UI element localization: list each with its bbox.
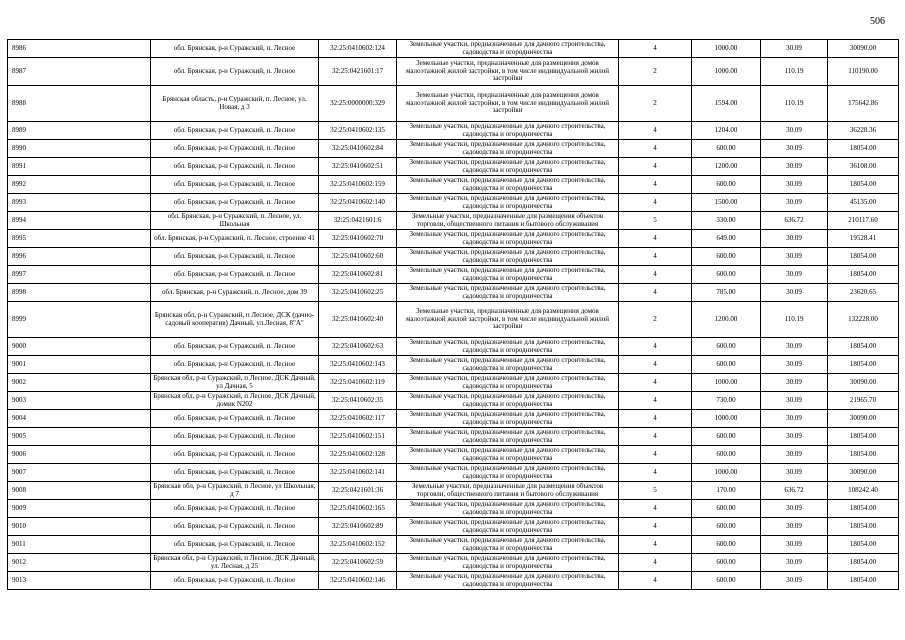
cadastral-value-cell: 18054.00 (828, 572, 899, 590)
cadastral-value-cell: 36228.36 (828, 122, 899, 140)
group-number-cell: 4 (619, 572, 692, 590)
row-number-cell: 9010 (8, 518, 151, 536)
specific-value-cell: 30.09 (761, 374, 828, 392)
address-cell: обл. Брянская, р-н Суражский, п. Лесное (151, 122, 319, 140)
specific-value-cell: 110.19 (761, 86, 828, 122)
address-cell: Брянская обл, р-н Суражский, п Лесное, ДСК Дачный, домик N202 (151, 392, 319, 410)
area-cell: 600.00 (692, 338, 761, 356)
cadastral-value-cell: 30090.00 (828, 374, 899, 392)
table-row (8, 284, 899, 302)
row-number-cell: 8991 (8, 158, 151, 176)
row-number-cell: 8989 (8, 122, 151, 140)
row-number-cell: 9005 (8, 428, 151, 446)
cadastral-value-cell: 18054.00 (828, 176, 899, 194)
cadastral-number-cell: 32:25:0421601:17 (319, 58, 397, 86)
land-use-purpose-cell: Земельные участки, предназначенные для дачного строительства, садоводства и огородничества (397, 554, 619, 572)
specific-value-cell: 30.09 (761, 248, 828, 266)
address-cell: обл. Брянская, р-н Суражский, п. Лесное (151, 518, 319, 536)
cadastral-number-cell: 32:25:0410602:143 (319, 356, 397, 374)
area-cell: 600.00 (692, 140, 761, 158)
address-cell: обл. Брянская, р-н Суражский, п. Лесное (151, 338, 319, 356)
group-number-cell: 2 (619, 58, 692, 86)
group-number-cell: 4 (619, 122, 692, 140)
specific-value-cell: 110.19 (761, 58, 828, 86)
address-cell: обл. Брянская, р-н Суражский, п. Лесное (151, 248, 319, 266)
land-use-purpose-cell: Земельные участки, предназначенные для дачного строительства, садоводства и огородничества (397, 140, 619, 158)
area-cell: 1000.00 (692, 374, 761, 392)
land-use-purpose-cell: Земельные участки, предназначенные для дачного строительства, садоводства и огородничества (397, 572, 619, 590)
area-cell: 600.00 (692, 446, 761, 464)
land-use-purpose-cell: Земельные участки, предназначенные для дачного строительства, садоводства и огородничества (397, 356, 619, 374)
group-number-cell: 4 (619, 518, 692, 536)
land-use-purpose-cell: Земельные участки, предназначенные для дачного строительства, садоводства и огородничества (397, 248, 619, 266)
area-cell: 1200.00 (692, 158, 761, 176)
row-number-cell: 8996 (8, 248, 151, 266)
cadastral-value-cell: 30090.00 (828, 40, 899, 58)
specific-value-cell: 30.09 (761, 536, 828, 554)
address-cell: обл. Брянская, р-н Суражский, п. Лесное, строение 41 (151, 230, 319, 248)
row-number-cell: 8994 (8, 212, 151, 230)
cadastral-value-cell: 30090.00 (828, 464, 899, 482)
cadastral-value-cell: 21965.70 (828, 392, 899, 410)
cadastral-number-cell: 32:25:0410602:63 (319, 338, 397, 356)
cadastral-number-cell: 32:25:0421601:6 (319, 212, 397, 230)
row-number-cell: 8993 (8, 194, 151, 212)
group-number-cell: 4 (619, 464, 692, 482)
table-row (8, 410, 899, 428)
land-use-purpose-cell: Земельные участки, предназначенные для дачного строительства, садоводства и огородничества (397, 176, 619, 194)
cadastral-value-cell: 18054.00 (828, 356, 899, 374)
land-use-purpose-cell: Земельные участки, предназначенные для дачного строительства, садоводства и огородничества (397, 194, 619, 212)
area-cell: 1594.00 (692, 86, 761, 122)
group-number-cell: 4 (619, 500, 692, 518)
specific-value-cell: 30.09 (761, 572, 828, 590)
table-row (8, 266, 899, 284)
specific-value-cell: 30.09 (761, 356, 828, 374)
row-number-cell: 8992 (8, 176, 151, 194)
cadastral-value-cell: 18054.00 (828, 338, 899, 356)
cadastral-number-cell: 32:25:0410602:128 (319, 446, 397, 464)
cadastral-number-cell: 32:25:0410602:70 (319, 230, 397, 248)
specific-value-cell: 30.09 (761, 392, 828, 410)
table-body (8, 40, 899, 590)
group-number-cell: 2 (619, 86, 692, 122)
table-row (8, 572, 899, 590)
address-cell: обл. Брянская, р-н Суражский, п. Лесное, ул. Школьная (151, 212, 319, 230)
cadastral-number-cell: 32:25:0410602:84 (319, 140, 397, 158)
cadastral-value-cell: 18054.00 (828, 428, 899, 446)
group-number-cell: 4 (619, 428, 692, 446)
address-cell: Брянская обл, р-н Суражский, п Лесное, ул Школьная, д 7 (151, 482, 319, 500)
cadastral-number-cell: 32:25:0410602:135 (319, 122, 397, 140)
address-cell: обл. Брянская, р-н Суражский, п. Лесное (151, 572, 319, 590)
land-use-purpose-cell: Земельные участки, предназначенные для дачного строительства, садоводства и огородничества (397, 338, 619, 356)
cadastral-value-cell: 108242.40 (828, 482, 899, 500)
cadastral-value-cell: 18054.00 (828, 248, 899, 266)
area-cell: 1000.00 (692, 410, 761, 428)
specific-value-cell: 30.09 (761, 122, 828, 140)
row-number-cell: 9009 (8, 500, 151, 518)
table-row (8, 302, 899, 338)
specific-value-cell: 30.09 (761, 428, 828, 446)
cadastral-number-cell: 32:25:0410602:25 (319, 284, 397, 302)
area-cell: 330.00 (692, 212, 761, 230)
address-cell: Брянская обл, р-н Суражский, п Лесное, ДСК Дачный, ул. Лесная, д 25 (151, 554, 319, 572)
table-row (8, 176, 899, 194)
address-cell: обл. Брянская, р-н Суражский, п. Лесное (151, 536, 319, 554)
table-row (8, 464, 899, 482)
land-use-purpose-cell: Земельные участки, предназначенные для дачного строительства, садоводства и огородничества (397, 464, 619, 482)
area-cell: 785.00 (692, 284, 761, 302)
address-cell: обл. Брянская, р-н Суражский, п. Лесное (151, 446, 319, 464)
group-number-cell: 4 (619, 194, 692, 212)
area-cell: 600.00 (692, 554, 761, 572)
row-number-cell: 8990 (8, 140, 151, 158)
cadastral-value-cell: 18054.00 (828, 518, 899, 536)
land-registry-table (7, 39, 899, 590)
cadastral-value-cell: 18054.00 (828, 500, 899, 518)
cadastral-number-cell: 32:25:0410602:140 (319, 194, 397, 212)
row-number-cell: 9002 (8, 374, 151, 392)
area-cell: 170.00 (692, 482, 761, 500)
row-number-cell: 9013 (8, 572, 151, 590)
cadastral-value-cell: 18054.00 (828, 266, 899, 284)
specific-value-cell: 636.72 (761, 212, 828, 230)
table-row (8, 248, 899, 266)
address-cell: обл. Брянская, р-н Суражский, п. Лесное (151, 58, 319, 86)
cadastral-number-cell: 32:25:0410602:119 (319, 374, 397, 392)
group-number-cell: 4 (619, 158, 692, 176)
group-number-cell: 4 (619, 140, 692, 158)
cadastral-number-cell: 32:25:0410602:152 (319, 536, 397, 554)
row-number-cell: 8995 (8, 230, 151, 248)
address-cell: обл. Брянская, р-н Суражский, п. Лесное (151, 158, 319, 176)
row-number-cell: 8987 (8, 58, 151, 86)
row-number-cell: 9011 (8, 536, 151, 554)
group-number-cell: 4 (619, 446, 692, 464)
area-cell: 600.00 (692, 536, 761, 554)
address-cell: Брянская область, р-н Суражский, п. Лесное, ул. Новая, д 3 (151, 86, 319, 122)
specific-value-cell: 30.09 (761, 40, 828, 58)
group-number-cell: 4 (619, 40, 692, 58)
specific-value-cell: 30.09 (761, 464, 828, 482)
table-row (8, 428, 899, 446)
row-number-cell: 9008 (8, 482, 151, 500)
address-cell: Брянская обл, р-н Суражский, п Лесное, ДСК (дачно-садовый кооператив) Дачный, ул.Лесная, 8"А" (151, 302, 319, 338)
row-number-cell: 9000 (8, 338, 151, 356)
area-cell: 600.00 (692, 176, 761, 194)
cadastral-value-cell: 110190.00 (828, 58, 899, 86)
group-number-cell: 2 (619, 302, 692, 338)
table-row (8, 338, 899, 356)
address-cell: обл. Брянская, р-н Суражский, п. Лесное (151, 428, 319, 446)
table-row (8, 122, 899, 140)
area-cell: 1200.00 (692, 302, 761, 338)
cadastral-number-cell: 32:25:0410602:81 (319, 266, 397, 284)
land-use-purpose-cell: Земельные участки, предназначенные для размещения домов малоэтажной жилой застройки, в том числе индивидуальной жилой застройки (397, 86, 619, 122)
table-row (8, 194, 899, 212)
page-number: 506 (870, 16, 885, 27)
row-number-cell: 9006 (8, 446, 151, 464)
row-number-cell: 8999 (8, 302, 151, 338)
land-use-purpose-cell: Земельные участки, предназначенные для дачного строительства, садоводства и огородничества (397, 392, 619, 410)
specific-value-cell: 30.09 (761, 554, 828, 572)
table-row (8, 230, 899, 248)
table-row (8, 212, 899, 230)
area-cell: 730.00 (692, 392, 761, 410)
cadastral-value-cell: 45135.00 (828, 194, 899, 212)
row-number-cell: 9004 (8, 410, 151, 428)
group-number-cell: 4 (619, 230, 692, 248)
cadastral-number-cell: 32:25:0421601:36 (319, 482, 397, 500)
address-cell: обл. Брянская, р-н Суражский, п. Лесное (151, 176, 319, 194)
group-number-cell: 4 (619, 356, 692, 374)
table-row (8, 158, 899, 176)
land-use-purpose-cell: Земельные участки, предназначенные для размещения объектов торговли, общественного питания и бытового обслуживания (397, 482, 619, 500)
land-use-purpose-cell: Земельные участки, предназначенные для дачного строительства, садоводства и огородничества (397, 122, 619, 140)
group-number-cell: 4 (619, 410, 692, 428)
table-row (8, 86, 899, 122)
area-cell: 600.00 (692, 356, 761, 374)
area-cell: 600.00 (692, 500, 761, 518)
group-number-cell: 4 (619, 554, 692, 572)
cadastral-value-cell: 23620.65 (828, 284, 899, 302)
cadastral-number-cell: 32:25:0410602:40 (319, 302, 397, 338)
land-use-purpose-cell: Земельные участки, предназначенные для дачного строительства, садоводства и огородничества (397, 40, 619, 58)
cadastral-number-cell: 32:25:0410602:89 (319, 518, 397, 536)
cadastral-value-cell: 175642.86 (828, 86, 899, 122)
land-use-purpose-cell: Земельные участки, предназначенные для дачного строительства, садоводства и огородничества (397, 158, 619, 176)
land-use-purpose-cell: Земельные участки, предназначенные для дачного строительства, садоводства и огородничества (397, 536, 619, 554)
cadastral-number-cell: 32:25:0410602:60 (319, 248, 397, 266)
cadastral-number-cell: 32:25:0410602:117 (319, 410, 397, 428)
cadastral-value-cell: 210117.60 (828, 212, 899, 230)
table-row (8, 140, 899, 158)
cadastral-number-cell: 32:25:0410602:51 (319, 158, 397, 176)
area-cell: 1000.00 (692, 464, 761, 482)
land-use-purpose-cell: Земельные участки, предназначенные для дачного строительства, садоводства и огородничества (397, 518, 619, 536)
specific-value-cell: 30.09 (761, 284, 828, 302)
row-number-cell: 9012 (8, 554, 151, 572)
table-row (8, 446, 899, 464)
group-number-cell: 4 (619, 338, 692, 356)
area-cell: 1204.00 (692, 122, 761, 140)
land-use-purpose-cell: Земельные участки, предназначенные для размещения домов малоэтажной жилой застройки, в том числе индивидуальной жилой застройки (397, 58, 619, 86)
cadastral-number-cell: 32:25:0410602:146 (319, 572, 397, 590)
address-cell: обл. Брянская, р-н Суражский, п. Лесное (151, 356, 319, 374)
cadastral-value-cell: 132228.00 (828, 302, 899, 338)
cadastral-value-cell: 18054.00 (828, 140, 899, 158)
land-use-purpose-cell: Земельные участки, предназначенные для дачного строительства, садоводства и огородничества (397, 410, 619, 428)
specific-value-cell: 30.09 (761, 140, 828, 158)
table-row (8, 40, 899, 58)
group-number-cell: 5 (619, 212, 692, 230)
area-cell: 1500.00 (692, 194, 761, 212)
table-row (8, 500, 899, 518)
land-use-purpose-cell: Земельные участки, предназначенные для дачного строительства, садоводства и огородничества (397, 374, 619, 392)
row-number-cell: 8988 (8, 86, 151, 122)
land-use-purpose-cell: Земельные участки, предназначенные для размещения домов малоэтажной жилой застройки, в том числе индивидуальной жилой застройки (397, 302, 619, 338)
table-row (8, 58, 899, 86)
group-number-cell: 4 (619, 284, 692, 302)
row-number-cell: 8997 (8, 266, 151, 284)
cadastral-value-cell: 36108.00 (828, 158, 899, 176)
specific-value-cell: 30.09 (761, 410, 828, 428)
row-number-cell: 8998 (8, 284, 151, 302)
land-use-purpose-cell: Земельные участки, предназначенные для размещения объектов торговли, общественного питания и бытового обслуживания (397, 212, 619, 230)
group-number-cell: 4 (619, 266, 692, 284)
address-cell: обл. Брянская, р-н Суражский, п. Лесное (151, 410, 319, 428)
group-number-cell: 4 (619, 248, 692, 266)
group-number-cell: 4 (619, 176, 692, 194)
group-number-cell: 4 (619, 392, 692, 410)
land-use-purpose-cell: Земельные участки, предназначенные для дачного строительства, садоводства и огородничества (397, 428, 619, 446)
address-cell: обл. Брянская, р-н Суражский, п. Лесное (151, 194, 319, 212)
specific-value-cell: 636.72 (761, 482, 828, 500)
table-row (8, 554, 899, 572)
area-cell: 1000.00 (692, 40, 761, 58)
cadastral-number-cell: 32:25:0000000:329 (319, 86, 397, 122)
area-cell: 600.00 (692, 572, 761, 590)
table-row (8, 374, 899, 392)
area-cell: 600.00 (692, 248, 761, 266)
cadastral-number-cell: 32:25:0410602:151 (319, 428, 397, 446)
specific-value-cell: 30.09 (761, 518, 828, 536)
cadastral-number-cell: 32:25:0410602:141 (319, 464, 397, 482)
specific-value-cell: 110.19 (761, 302, 828, 338)
area-cell: 1000.00 (692, 58, 761, 86)
table-row (8, 482, 899, 500)
area-cell: 600.00 (692, 266, 761, 284)
address-cell: обл. Брянская, р-н Суражский, п. Лесное (151, 464, 319, 482)
specific-value-cell: 30.09 (761, 158, 828, 176)
cadastral-value-cell: 18054.00 (828, 446, 899, 464)
row-number-cell: 9003 (8, 392, 151, 410)
address-cell: обл. Брянская, р-н Суражский, п. Лесное (151, 266, 319, 284)
land-use-purpose-cell: Земельные участки, предназначенные для дачного строительства, садоводства и огородничества (397, 446, 619, 464)
table-row (8, 392, 899, 410)
address-cell: Брянская обл, р-н Суражский, п Лесное, ДСК Дачный, ул Дачная, 5 (151, 374, 319, 392)
land-use-purpose-cell: Земельные участки, предназначенные для дачного строительства, садоводства и огородничества (397, 230, 619, 248)
specific-value-cell: 30.09 (761, 500, 828, 518)
area-cell: 600.00 (692, 518, 761, 536)
cadastral-number-cell: 32:25:0410602:165 (319, 500, 397, 518)
cadastral-number-cell: 32:25:0410602:124 (319, 40, 397, 58)
area-cell: 600.00 (692, 428, 761, 446)
specific-value-cell: 30.09 (761, 338, 828, 356)
row-number-cell: 9007 (8, 464, 151, 482)
address-cell: обл. Брянская, р-н Суражский, п. Лесное (151, 140, 319, 158)
table-row (8, 536, 899, 554)
land-use-purpose-cell: Земельные участки, предназначенные для дачного строительства, садоводства и огородничества (397, 266, 619, 284)
area-cell: 649.00 (692, 230, 761, 248)
specific-value-cell: 30.09 (761, 230, 828, 248)
land-use-purpose-cell: Земельные участки, предназначенные для дачного строительства, садоводства и огородничества (397, 500, 619, 518)
cadastral-value-cell: 18054.00 (828, 536, 899, 554)
cadastral-number-cell: 32:25:0410602:35 (319, 392, 397, 410)
cadastral-value-cell: 18054.00 (828, 554, 899, 572)
group-number-cell: 4 (619, 374, 692, 392)
cadastral-value-cell: 30090.00 (828, 410, 899, 428)
address-cell: обл. Брянская, р-н Суражский, п. Лесное, дом 39 (151, 284, 319, 302)
specific-value-cell: 30.09 (761, 194, 828, 212)
row-number-cell: 8986 (8, 40, 151, 58)
specific-value-cell: 30.09 (761, 176, 828, 194)
cadastral-value-cell: 19528.41 (828, 230, 899, 248)
cadastral-number-cell: 32:25:0410602:159 (319, 176, 397, 194)
table-row (8, 518, 899, 536)
address-cell: обл. Брянская, р-н Суражский, п. Лесное (151, 40, 319, 58)
specific-value-cell: 30.09 (761, 266, 828, 284)
cadastral-number-cell: 32:25:0410602:59 (319, 554, 397, 572)
address-cell: обл. Брянская, р-н Суражский, п. Лесное (151, 500, 319, 518)
group-number-cell: 4 (619, 536, 692, 554)
table-row (8, 356, 899, 374)
land-use-purpose-cell: Земельные участки, предназначенные для дачного строительства, садоводства и огородничества (397, 284, 619, 302)
specific-value-cell: 30.09 (761, 446, 828, 464)
group-number-cell: 5 (619, 482, 692, 500)
row-number-cell: 9001 (8, 356, 151, 374)
